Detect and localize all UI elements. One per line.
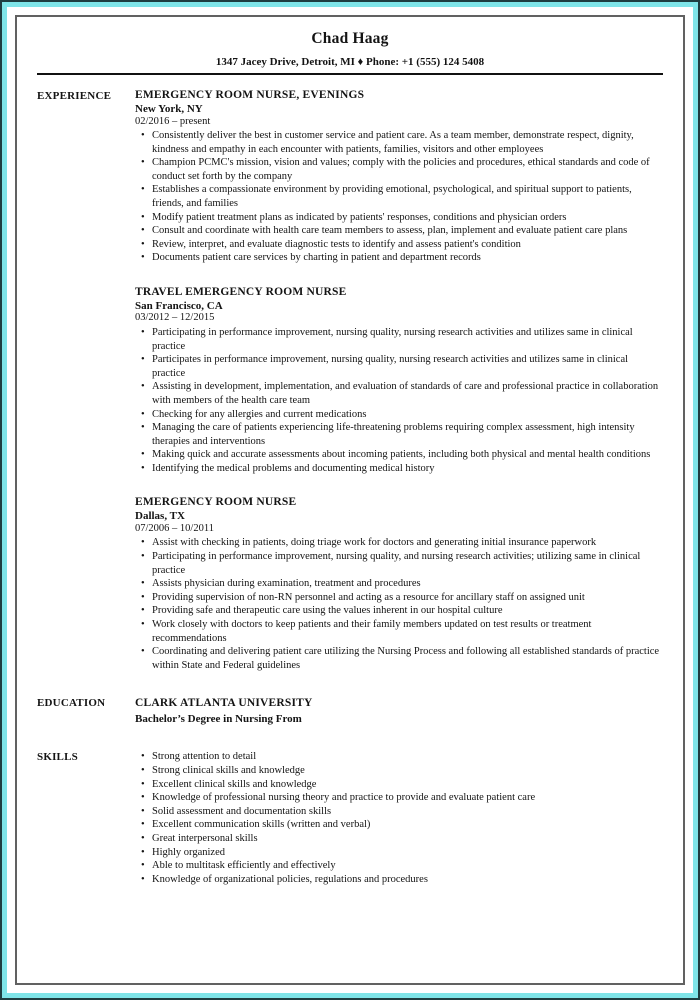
- bullet-item: • Identifying the medical problems and documenting medical history: [135, 462, 663, 476]
- experience-label: EXPERIENCE: [37, 90, 112, 102]
- job-bullet-list: [135, 326, 663, 476]
- bullet-item: • Participating in performance improvement, nursing quality, nursing research activities and utilizes same in clinical practice: [135, 326, 663, 353]
- bullet-item: • Checking for any allergies and current medications: [135, 408, 663, 422]
- job-location: New York, NY: [135, 103, 203, 115]
- education-section: [37, 696, 663, 726]
- bullet-item: • Consistently deliver the best in customer service and patient care. As a team member, demonstrate respect, dignity, kindness and empathy in each encounter with patients, families, visitors and other employees: [135, 129, 663, 156]
- candidate-name: Chad Haag: [311, 30, 389, 47]
- education-label: EDUCATION: [37, 697, 106, 710]
- resume-header: [37, 30, 663, 68]
- bullet-item: • Consult and coordinate with health care team members to assess, plan, implement and evaluate patient care plans: [135, 224, 663, 238]
- skills-label: SKILLS: [37, 751, 78, 764]
- experience-content: [135, 89, 663, 672]
- job-dates: 07/2006 – 10/2011: [135, 522, 214, 534]
- job-entry: [135, 89, 663, 265]
- bullet-item: • Providing supervision of non-RN personnel and acting as a resource for ancillary staff on assigned unit: [135, 591, 663, 605]
- skill-item: • Solid assessment and documentation skills: [135, 805, 663, 819]
- bullet-item: • Assist with checking in patients, doing triage work for doctors and generating initial insurance paperwork: [135, 536, 663, 550]
- skill-item: • Excellent communication skills (written and verbal): [135, 818, 663, 832]
- skills-section: [37, 750, 663, 886]
- job-bullet-list: [135, 536, 663, 672]
- skill-item: • Excellent clinical skills and knowledge: [135, 778, 663, 792]
- skill-item: • Knowledge of professional nursing theory and practice to provide and evaluate patient care: [135, 791, 663, 805]
- job-location: San Francisco, CA: [135, 299, 223, 312]
- job-location: Dallas, TX: [135, 510, 185, 523]
- job-dates: 02/2016 – present: [135, 115, 211, 127]
- bullet-item: • Establishes a compassionate environment by providing emotional, psychological, and spiritual support to patients, friends, and families: [135, 183, 663, 210]
- bullet-item: • Managing the care of patients experiencing life-threatening problems requiring complex assessment, high intensity therapies and interventions: [135, 421, 663, 448]
- job-title: TRAVEL EMERGENCY ROOM NURSE: [135, 285, 347, 298]
- contact-line: 1347 Jacey Drive, Detroit, MI ♦ Phone: +1 (555) 124 5408: [215, 56, 485, 68]
- bullet-item: • Participating in performance improvement, nursing quality, and nursing research activities; utilizing same in clinical practice: [135, 550, 663, 577]
- skills-content: [135, 750, 663, 886]
- job-entry: [135, 286, 663, 476]
- bullet-item: • Modify patient treatment plans as indicated by patients' responses, conditions and physician orders: [135, 211, 663, 225]
- job-title: EMERGENCY ROOM NURSE: [135, 496, 297, 509]
- bullet-item: • Review, interpret, and evaluate diagnostic tests to identify and assess patient's condition: [135, 238, 663, 252]
- skill-item: • Highly organized: [135, 846, 663, 860]
- bullet-item: • Documents patient care services by charting in patient and department records: [135, 251, 663, 265]
- skill-item: • Knowledge of organizational policies, regulations and procedures: [135, 873, 663, 887]
- job-title: EMERGENCY ROOM NURSE, EVENINGS: [135, 89, 365, 101]
- education-content: [135, 696, 663, 726]
- skill-item: • Great interpersonal skills: [135, 832, 663, 846]
- bullet-item: • Assists physician during examination, treatment and procedures: [135, 577, 663, 591]
- frame-white-gap: [7, 7, 693, 993]
- skills-list: [135, 750, 663, 886]
- teal-frame-band: [2, 2, 698, 998]
- job-entry: [135, 496, 663, 672]
- experience-section: [37, 89, 663, 672]
- skill-item: • Strong attention to detail: [135, 750, 663, 764]
- education-degree: Bachelor’s Degree in Nursing From: [135, 713, 302, 726]
- resume-page: [15, 15, 685, 985]
- bullet-item: • Assisting in development, implementation, and evaluation of standards of care and professional practice in collaboration with members of the health care team: [135, 380, 663, 407]
- skill-item: • Strong clinical skills and knowledge: [135, 764, 663, 778]
- bullet-item: • Champion PCMC's mission, vision and values; comply with the policies and procedures, ethical standards and code of conduct set forth by the company: [135, 156, 663, 183]
- job-dates: 03/2012 – 12/2015: [135, 312, 215, 324]
- education-school: CLARK ATLANTA UNIVERSITY: [135, 697, 313, 710]
- header-divider: [37, 73, 663, 75]
- bullet-item: • Work closely with doctors to keep patients and their family members updated on test results or treatment recommendations: [135, 618, 663, 645]
- job-bullet-list: [135, 129, 663, 265]
- skill-item: • Able to multitask efficiently and effectively: [135, 859, 663, 873]
- bullet-item: • Coordinating and delivering patient care utilizing the Nursing Process and following all established standards of practice within State and Federal guidelines: [135, 645, 663, 672]
- bullet-item: • Making quick and accurate assessments about incoming patients, including both physical and mental health conditions: [135, 448, 663, 462]
- bullet-item: • Providing safe and therapeutic care using the values inherent in our hospital culture: [135, 604, 663, 618]
- bullet-item: • Participates in performance improvement, nursing quality, nursing research activities and utilizes same in clinical practice: [135, 353, 663, 380]
